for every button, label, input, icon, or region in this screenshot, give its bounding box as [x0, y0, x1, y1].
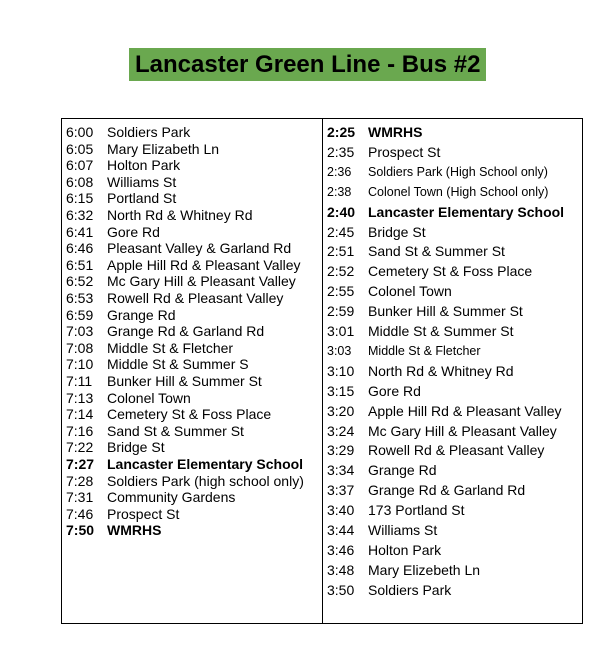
stop-time: 3:29 [327, 442, 355, 459]
stop-time: 2:25 [327, 124, 356, 140]
stop-time: 6:08 [66, 173, 94, 190]
stop-time: 2:40 [327, 203, 356, 220]
stop-time: 2:36 [327, 164, 352, 179]
stop-time: 7:11 [66, 373, 93, 389]
stop-time: 7:10 [66, 356, 94, 373]
stop-name: Prospect St [368, 143, 441, 160]
stop-name: Soldiers Park (high school only) [107, 472, 304, 489]
stop-time: 3:15 [327, 382, 355, 399]
stop-time: 6:41 [66, 223, 94, 240]
stop-name: Cemetery St & Foss Place [107, 406, 272, 423]
stop-name: Soldiers Park (High School only) [368, 164, 548, 179]
stop-time: 7:28 [66, 472, 94, 489]
schedule-table [61, 118, 583, 624]
stop-name: Gore Rd [368, 382, 421, 399]
stop-time: 3:50 [327, 581, 355, 598]
stop-time: 2:55 [327, 283, 355, 300]
stop-time: 2:35 [327, 143, 355, 160]
stop-time: 7:13 [66, 389, 94, 406]
stop-name: Sand St & Summer St [107, 422, 244, 439]
stop-name: WMRHS [368, 124, 423, 140]
stop-time: 6:59 [66, 306, 94, 323]
stop-name: Bridge St [107, 439, 165, 456]
stop-time: 2:52 [327, 263, 355, 280]
stop-name: Colonel Town (High School only) [368, 184, 549, 199]
stop-name: Grange Rd & Garland Rd [107, 323, 265, 340]
page-title: Lancaster Green Line - Bus #2 [129, 48, 486, 81]
stop-name: Middle St & Summer St [368, 323, 514, 339]
stop-time: 6:05 [66, 140, 94, 157]
stop-time: 3:34 [327, 462, 355, 479]
stop-name: Middle St & Fletcher [368, 343, 481, 358]
stop-time: 7:31 [66, 489, 94, 506]
stop-time: 6:00 [66, 124, 94, 140]
stop-time: 7:50 [66, 522, 95, 539]
stop-name: Williams St [368, 522, 438, 538]
stop-time: 2:38 [327, 184, 352, 199]
stop-time: 3:03 [327, 343, 352, 358]
stop-time: 3:24 [327, 422, 355, 439]
stop-name: Apple Hill Rd & Pleasant Valley [368, 402, 562, 419]
stop-name: Bunker Hill & Summer St [368, 303, 523, 320]
stop-time: 6:46 [66, 240, 94, 257]
stop-name: Bridge St [368, 223, 426, 240]
stop-name: Soldiers Park [368, 581, 452, 598]
stop-time: 2:51 [327, 243, 355, 260]
stop-time: 3:37 [327, 482, 355, 499]
stop-name: Prospect St [107, 505, 180, 522]
stop-time: 3:20 [327, 402, 355, 419]
stop-name: Cemetery St & Foss Place [368, 263, 533, 280]
stop-name: Williams St [107, 173, 177, 190]
stop-name: Mary Elizabeth Ln [107, 140, 220, 157]
stop-name: Sand St & Summer St [368, 243, 505, 260]
stop-time: 3:48 [327, 561, 355, 578]
stop-name: Holton Park [368, 541, 442, 558]
stop-name: Colonel Town [107, 389, 191, 406]
stop-name: Lancaster Elementary School [107, 456, 304, 472]
stop-time: 3:46 [327, 541, 355, 558]
stop-time: 7:03 [66, 323, 94, 340]
stop-time: 7:14 [66, 406, 94, 423]
stop-name: Grange Rd [107, 306, 176, 323]
stop-time: 6:32 [66, 207, 94, 223]
stop-time: 7:22 [66, 439, 94, 456]
stop-time: 7:27 [66, 456, 95, 472]
stop-name: Rowell Rd & Pleasant Valley [368, 442, 545, 459]
stop-time: 6:53 [66, 290, 94, 306]
stop-time: 2:45 [327, 223, 355, 240]
stop-name: Mc Gary Hill & Pleasant Valley [368, 422, 557, 439]
stop-time: 3:40 [327, 502, 355, 519]
column-divider [322, 119, 323, 623]
stop-name: North Rd & Whitney Rd [107, 207, 253, 223]
stop-name: Colonel Town [368, 283, 452, 300]
stop-name: Middle St & Fletcher [107, 339, 234, 356]
stop-name: Gore Rd [107, 223, 160, 240]
stop-time: 6:15 [66, 190, 94, 207]
stop-name: Pleasant Valley & Garland Rd [107, 240, 292, 257]
stop-name: North Rd & Whitney Rd [368, 362, 514, 379]
stop-time: 3:10 [327, 362, 355, 379]
stop-name: Lancaster Elementary School [368, 203, 565, 220]
stop-time: 7:08 [66, 339, 94, 356]
stop-name: Grange Rd [368, 462, 437, 479]
stop-time: 6:52 [66, 273, 94, 290]
stop-name: Bunker Hill & Summer St [107, 373, 262, 389]
stop-name: Rowell Rd & Pleasant Valley [107, 290, 284, 306]
stop-time: 3:44 [327, 522, 355, 538]
stop-name: Soldiers Park [107, 124, 191, 140]
stop-name: Mc Gary Hill & Pleasant Valley [107, 273, 296, 290]
stop-time: 7:46 [66, 505, 94, 522]
stop-name: 173 Portland St [368, 502, 465, 519]
stop-time: 7:16 [66, 422, 94, 439]
stop-time: 2:59 [327, 303, 355, 320]
stop-name: Portland St [107, 190, 177, 207]
stop-time: 6:07 [66, 157, 94, 174]
stop-name: WMRHS [107, 522, 162, 539]
stop-name: Community Gardens [107, 489, 236, 506]
stop-name: Middle St & Summer S [107, 356, 249, 373]
stop-time: 3:01 [327, 323, 355, 339]
stop-name: Grange Rd & Garland Rd [368, 482, 526, 499]
stop-time: 6:51 [66, 256, 94, 273]
stop-name: Holton Park [107, 157, 181, 174]
stop-name: Apple Hill Rd & Pleasant Valley [107, 256, 301, 273]
stop-name: Mary Elizebeth Ln [368, 561, 481, 578]
